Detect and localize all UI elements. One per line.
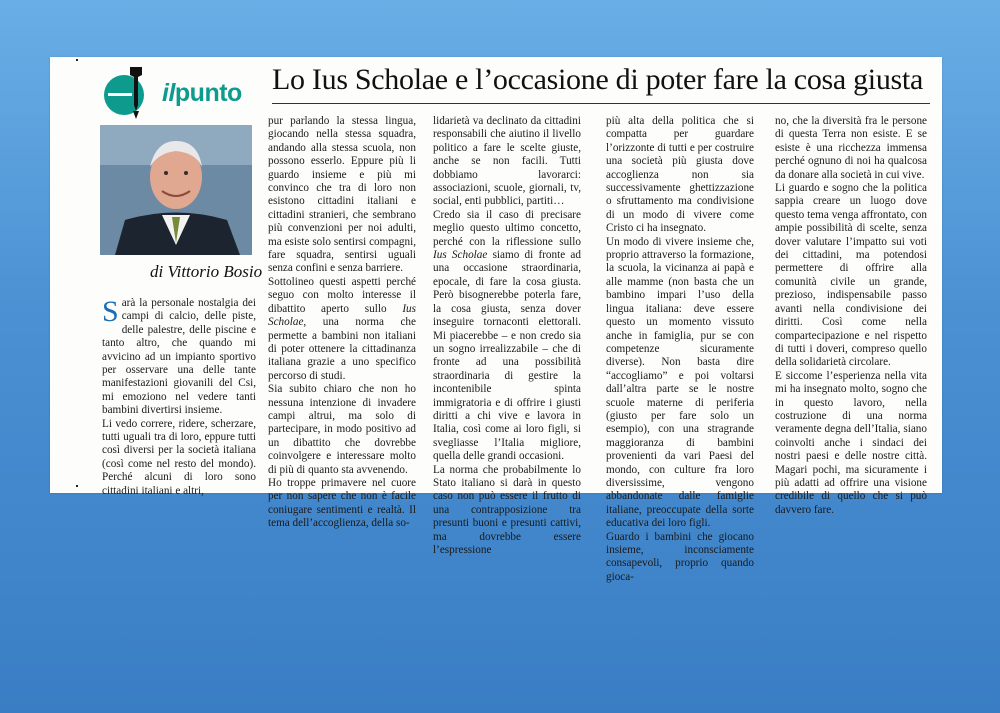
- italic-term: Ius Scholae: [433, 249, 488, 262]
- paragraph: più alta della politica che si compatta per guardare l’orizzonte di tutti e per costruire una società più giusta dove accoglienza non sia successivamente ghettizzazione o sfruttamento ma condivisione di un modo di vivere come Cristo ci ha insegnato.: [606, 115, 754, 235]
- paragraph-text: , una norma che permette a bambini non italiani di poter ottenere la cittadinanza italiana grazie a uno specifico percorso di studi.: [268, 316, 416, 382]
- paragraph-text: arà la personale nostalgia dei campi di calcio, delle piste, delle palestre, delle piscine e tanto altro, che quando mi avvicino ad un impianto sportivo per osservare una delle tante manifestazioni giovanili del Csi, mi emoziono nel vedere tanti bambini divertirsi insieme.: [102, 297, 256, 417]
- paragraph: Un modo di vivere insieme che, proprio attraverso la formazione, la scuola, la vicinanza ai papà e alle mamme (non basta che un bambino impari l’uso della lingua italiana: deve essere questo un momento vissuto anche in famiglia, pur se con competenze sicuramente diverse). Non basta dire “accogliamo” e poi voltarsi dall’altra parte se le nostre scuole materne di periferia (giusto per fare solo un esempio), con una stragrande maggioranza di bambini provenienti da vari Paesi del mondo, con culture fra loro diversissime, vengono abbandonate dalle famiglie italiane, preoccupate della sorte educativa dei loro figli.: [606, 235, 754, 530]
- paragraph: [433, 209, 581, 464]
- paragraph: pur parlando la stessa lingua, giocando nella stessa squadra, andando alla stessa scuola, non possono esserlo. Eppure più li guardo insieme e più mi convinco che tra di loro non esistono cittadini italiani e cittadini stranieri, che sembrano più convenzioni per noi adulti, ma esiste solo sentirsi compagni, fare squadra, sentirsi uguali senza confini e senza barriere.: [268, 115, 416, 275]
- crop-mark: [76, 485, 78, 487]
- brand-prefix: il: [162, 79, 175, 107]
- paragraph-text: Credo sia il caso di precisare meglio questo ultimo concetto, perché con la riflessione sullo: [433, 208, 581, 248]
- section-brand: [162, 79, 242, 108]
- paragraph: Li guardo e sogno che la politica sappia creare un luogo dove questo tema venga affrontato, con ampie possibilità di scelte, senza dover valutare l’impatto sui voti dei cittadini, ma potendosi permettere di offrire alla comunità civile un grande, prezioso, indispensabile passo avanti nella condivisione dei diritti. Così come nella compartecipazione e nel rispetto di tutti i doveri, compreso quello della solidarietà circolare.: [775, 182, 927, 369]
- article-clipping: [50, 57, 942, 583]
- paragraph: [102, 297, 256, 418]
- paragraph: Guardo i bambini che giocano insieme, inconsciamente consapevoli, proprio quando gioca-: [606, 530, 754, 583]
- paragraph: Li vedo correre, ridere, scherzare, tutti uguali tra di loro, eppure tutti così diversi per la società italiana (così come nel resto del mondo). Perché alcuni di loro sono cittadini italiani e altri,: [102, 417, 256, 497]
- drop-cap: S: [102, 295, 119, 328]
- paragraph: E siccome l’esperienza nella vita mi ha insegnato molto, sogno che in questo lavoro, nella costruzione di una norma veramente degna dell’Italia, siano coinvolti anche i sindaci dei nostri paesi e delle nostre città. Magari pochi, ma sicuramente i più adatti ad offrire una visione credibile di quello che si può davvero fare.: [775, 369, 927, 516]
- column-1: [102, 295, 256, 497]
- brand-suffix: punto: [174, 79, 242, 107]
- column-3: [433, 115, 581, 556]
- byline: di Vittorio Bosio: [150, 262, 263, 281]
- italic-term: Ius Scholae: [268, 302, 416, 329]
- paragraph-text: Sottolineo questi aspetti perché seguo con molto interesse il dibattito aperto sullo: [268, 275, 416, 315]
- paragraph: lidarietà va declinato da cittadini responsabili che aiutino il livello politico a fare le scelte giuste, anche se non facili. Tutti dobbiamo lavorarci: associazioni, scuole, giornali, tv, social, enti pubblici, partiti…: [433, 115, 581, 208]
- paragraph: La norma che probabilmente lo Stato italiano si darà in questo caso non può essere il frutto di una contrapposizione tra presunti buoni e presunti cattivi, ma dovrebbe essere l’espressione: [433, 463, 581, 556]
- article-title: Lo Ius Scholae e l’occasione di poter fare la cosa giusta: [272, 63, 923, 96]
- title-rule: [272, 103, 930, 104]
- column-4: [606, 115, 754, 583]
- paragraph-text: siamo di fronte ad una occasione straordinaria, epocale, di fare la cosa giusta. Però bisognerebbe poterla fare, la cosa giusta, senza dover inseguire tornaconti elettorali. Mi piacerebbe – e non credo sia un sogno irrealizzabile – che di fronte ad una possibilità straordinaria di gestire la incontenibile spinta immigratoria e di offrire i giusti diritti a chi vive e lavora in Italia, così come ai loro figli, si svegliasse l’Italia migliore, quella delle grandi occasioni.: [433, 249, 581, 463]
- fountain-pen-icon: [102, 65, 152, 119]
- paragraph: [268, 276, 416, 383]
- column-5: [775, 115, 927, 516]
- author-photo: [100, 125, 252, 255]
- paragraph: no, che la diversità fra le persone di questa Terra non esiste. E se esiste è una ricchezza immensa perché ognuno di noi ha qualcosa da donare alla società in cui vive.: [775, 115, 927, 181]
- column-2: [268, 115, 416, 530]
- paragraph: Sia subito chiaro che non ho nessuna intenzione di invadere campi altrui, ma solo di partecipare, in modo positivo ad un dibattito che dovrebbe coinvolgere e interessare molto di più di quanto sta avvenendo.: [268, 383, 416, 476]
- crop-mark: [76, 59, 78, 61]
- paragraph: Ho troppe primavere nel cuore per non sapere che non è facile coniugare sentimenti e realtà. Il tema dell’accoglienza, della so-: [268, 476, 416, 530]
